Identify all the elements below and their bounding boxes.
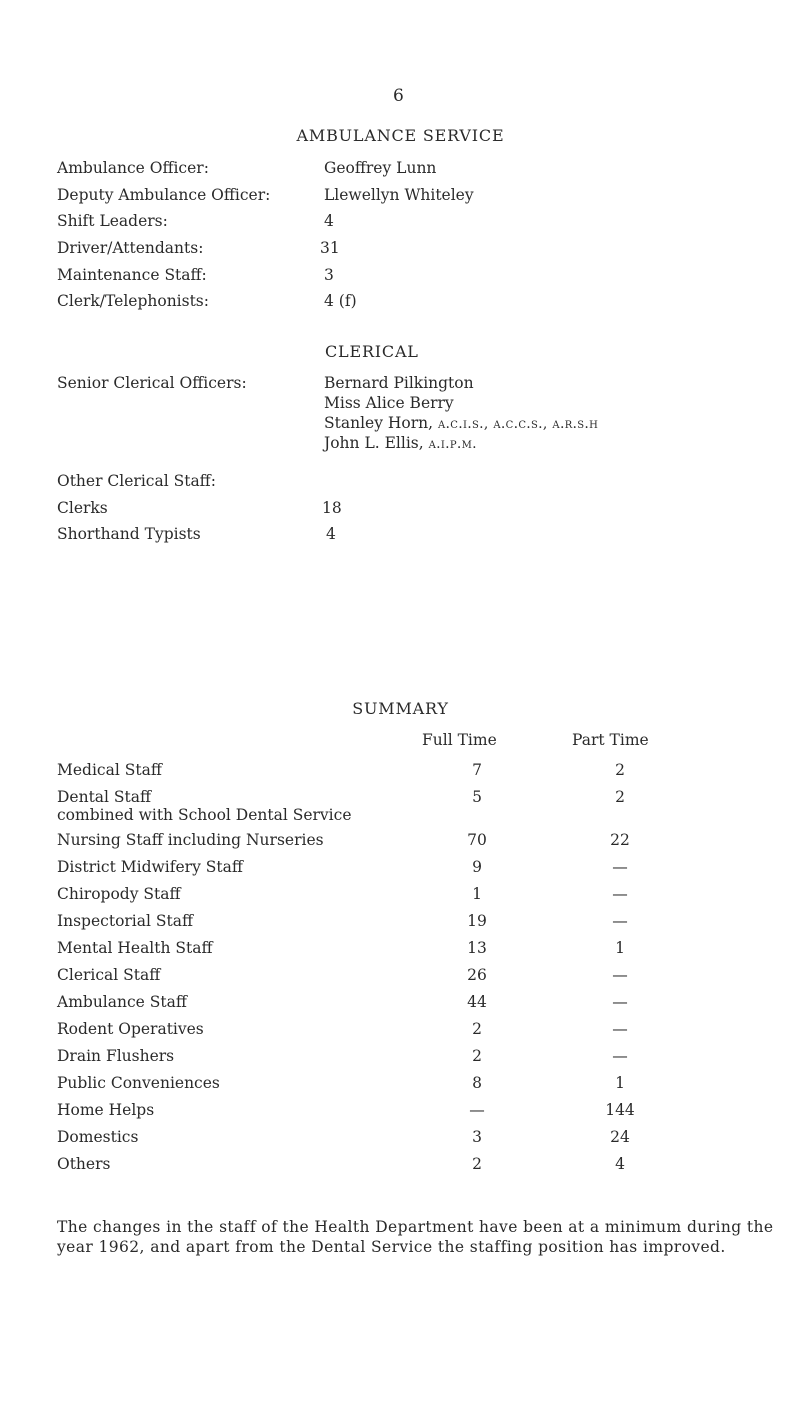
summary-row-label: Nursing Staff including Nurseries: [57, 831, 324, 849]
ambulance-value: 3: [324, 266, 334, 284]
summary-part-time-value: 144: [605, 1101, 635, 1119]
summary-row-label: Public Conveniences: [57, 1074, 220, 1092]
summary-full-time-value: 13: [467, 939, 487, 957]
senior-officer-name: Bernard Pilkington: [324, 374, 474, 392]
clerical-row-value: 4: [326, 525, 336, 543]
ambulance-label: Shift Leaders:: [57, 212, 168, 230]
summary-part-time-value: 2: [615, 761, 625, 779]
summary-part-time-value: 1: [615, 939, 625, 957]
closing-note: The changes in the staff of the Health Department have been at a minimum during the year 1962, and apart from the Dental Service the staffing position has improved.: [57, 1218, 774, 1256]
clerical-row-label: Clerks: [57, 499, 108, 517]
summary-heading: SUMMARY: [352, 699, 449, 718]
ambulance-label: Driver/Attendants:: [57, 239, 204, 257]
summary-part-time-value: —: [612, 1020, 628, 1038]
summary-full-time-value: 1: [472, 885, 482, 903]
summary-row-label: Clerical Staff: [57, 966, 161, 984]
summary-row-label: Rodent Operatives: [57, 1020, 204, 1038]
ambulance-value: 4 (f): [324, 292, 357, 310]
summary-part-time-value: —: [612, 993, 628, 1011]
summary-part-time-value: 24: [610, 1128, 630, 1146]
ambulance-label: Maintenance Staff:: [57, 266, 207, 284]
summary-full-time-value: 9: [472, 858, 482, 876]
summary-part-time-value: 22: [610, 831, 630, 849]
other-clerical-label: Other Clerical Staff:: [57, 472, 216, 490]
senior-officer-name: Stanley Horn, a.c.i.s., a.c.c.s., a.r.s.h: [324, 414, 599, 432]
summary-part-time-value: —: [612, 912, 628, 930]
summary-part-time-value: 4: [615, 1155, 625, 1173]
summary-row-label: Home Helps: [57, 1101, 155, 1119]
summary-row-label: Chiropody Staff: [57, 885, 181, 903]
summary-full-time-value: 8: [472, 1074, 482, 1092]
summary-row-label: Others: [57, 1155, 111, 1173]
summary-part-time-value: 2: [615, 788, 625, 806]
summary-full-time-value: 2: [472, 1155, 482, 1173]
summary-row-label: Dental Staff: [57, 788, 152, 806]
senior-officer-name: John L. Ellis, a.i.p.m.: [324, 434, 477, 452]
summary-full-time-value: 2: [472, 1020, 482, 1038]
summary-row-label: Inspectorial Staff: [57, 912, 193, 930]
senior-clerical-label: Senior Clerical Officers:: [57, 374, 247, 392]
ambulance-value: Llewellyn Whiteley: [324, 186, 474, 204]
col-header-full-time: Full Time: [422, 731, 497, 749]
summary-row-label: Mental Health Staff: [57, 939, 213, 957]
summary-full-time-value: 3: [472, 1128, 482, 1146]
ambulance-value: 4: [324, 212, 334, 230]
senior-officer-name: Miss Alice Berry: [324, 394, 454, 412]
summary-full-time-value: 26: [467, 966, 487, 984]
summary-row-label: Medical Staff: [57, 761, 162, 779]
summary-row-sublabel: combined with School Dental Service: [57, 806, 352, 824]
ambulance-label: Ambulance Officer:: [57, 159, 209, 177]
summary-part-time-value: —: [612, 1047, 628, 1065]
clerical-row-value: 18: [322, 499, 342, 517]
summary-full-time-value: —: [469, 1101, 485, 1119]
summary-row-label: Domestics: [57, 1128, 139, 1146]
ambulance-label: Clerk/Telephonists:: [57, 292, 209, 310]
page-number: 6: [393, 86, 404, 106]
summary-part-time-value: 1: [615, 1074, 625, 1092]
clerical-heading: CLERICAL: [325, 342, 419, 361]
ambulance-value: 31: [320, 239, 340, 257]
ambulance-heading: AMBULANCE SERVICE: [296, 126, 505, 145]
summary-full-time-value: 2: [472, 1047, 482, 1065]
summary-full-time-value: 44: [467, 993, 487, 1011]
summary-row-label: Ambulance Staff: [57, 993, 187, 1011]
clerical-row-label: Shorthand Typists: [57, 525, 201, 543]
summary-row-label: District Midwifery Staff: [57, 858, 243, 876]
summary-full-time-value: 7: [472, 761, 482, 779]
summary-row-label: Drain Flushers: [57, 1047, 175, 1065]
summary-part-time-value: —: [612, 966, 628, 984]
col-header-part-time: Part Time: [572, 731, 649, 749]
summary-part-time-value: —: [612, 885, 628, 903]
ambulance-label: Deputy Ambulance Officer:: [57, 186, 271, 204]
summary-full-time-value: 19: [467, 912, 487, 930]
summary-full-time-value: 5: [472, 788, 482, 806]
summary-full-time-value: 70: [467, 831, 487, 849]
ambulance-value: Geoffrey Lunn: [324, 159, 437, 177]
summary-part-time-value: —: [612, 858, 628, 876]
